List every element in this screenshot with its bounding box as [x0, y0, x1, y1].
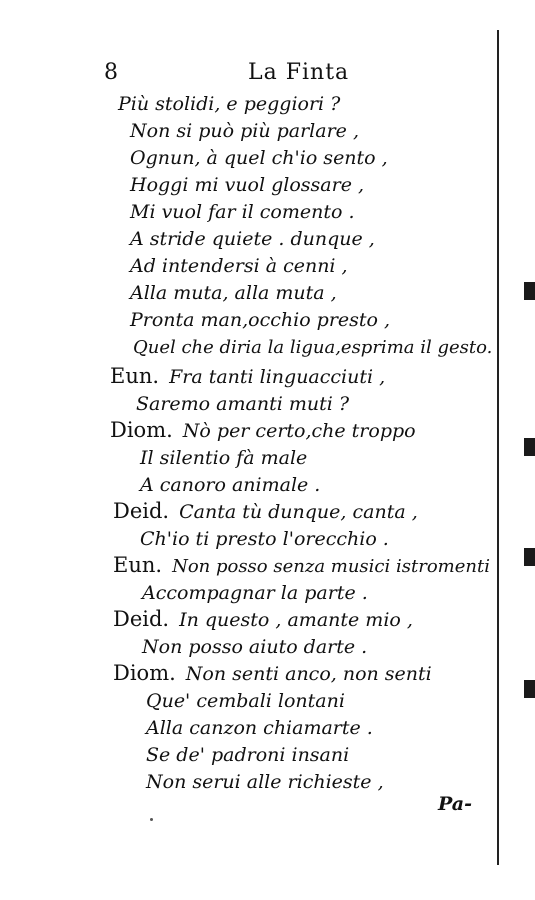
verse-line: A canoro animale . [140, 474, 321, 496]
ink-speck [150, 818, 153, 821]
verse-line: Non si può più parlare , [130, 120, 359, 142]
verse-line: Ad intendersi à cenni , [130, 255, 348, 277]
verse-line: Più stolidi, e peggiori ? [118, 93, 341, 115]
bleed-mark [524, 680, 535, 698]
verse-line: Ognun, à quel ch'io sento , [130, 147, 388, 169]
verse-line: Alla muta, alla muta , [130, 282, 337, 304]
speaker-name: Deid. [113, 607, 170, 631]
verse-line: A stride quiete . dunque , [130, 228, 375, 250]
verse-line: Que' cembali lontani [146, 690, 345, 712]
speaker-name: Eun. [113, 553, 163, 577]
bleed-mark [524, 548, 535, 566]
verse-line: Saremo amanti muti ? [136, 393, 350, 415]
speaker-name: Eun. [110, 364, 160, 388]
speech-line: Deid. In questo , amante mio , [113, 607, 413, 631]
verse-line: Se de' padroni insani [146, 744, 350, 766]
speaker-name: Deid. [113, 499, 170, 523]
verse-line: Non serui alle richieste , [146, 771, 384, 793]
speaker-name: Diom. [113, 661, 176, 685]
verse-line: Ch'io ti presto l'orecchio . [140, 528, 389, 550]
running-title: La Finta [248, 60, 350, 85]
verse-line: Non posso aiuto darte . [142, 636, 368, 658]
page-number: 8 [104, 60, 118, 85]
speech-line: Eun. Fra tanti linguacciuti , [110, 364, 386, 388]
speaker-name: Diom. [110, 418, 173, 442]
catchword: Pa- [438, 793, 472, 815]
speech-line: Diom. Nò per certo,che troppo [110, 418, 416, 442]
verse-line: Mi vuol far il comento . [130, 201, 355, 223]
gutter-edge [497, 30, 499, 865]
speech-line: Deid. Canta tù dunque, canta , [113, 499, 418, 523]
verse-line: Il silentio fà male [140, 447, 308, 469]
speech-line: Eun. Non posso senza musici istromenti [113, 553, 490, 577]
bleed-mark [524, 282, 535, 300]
speech-line: Diom. Non senti anco, non senti [113, 661, 432, 685]
verse-line: Quel che diria la ligua,esprima il gesto. [133, 337, 493, 358]
verse-line: Hoggi mi vuol glossare , [130, 174, 365, 196]
verse-line: Accompagnar la parte . [142, 582, 368, 604]
verse-line: Pronta man,occhio presto , [130, 309, 391, 331]
bleed-mark [524, 438, 535, 456]
verse-line: Alla canzon chiamarte . [146, 717, 373, 739]
